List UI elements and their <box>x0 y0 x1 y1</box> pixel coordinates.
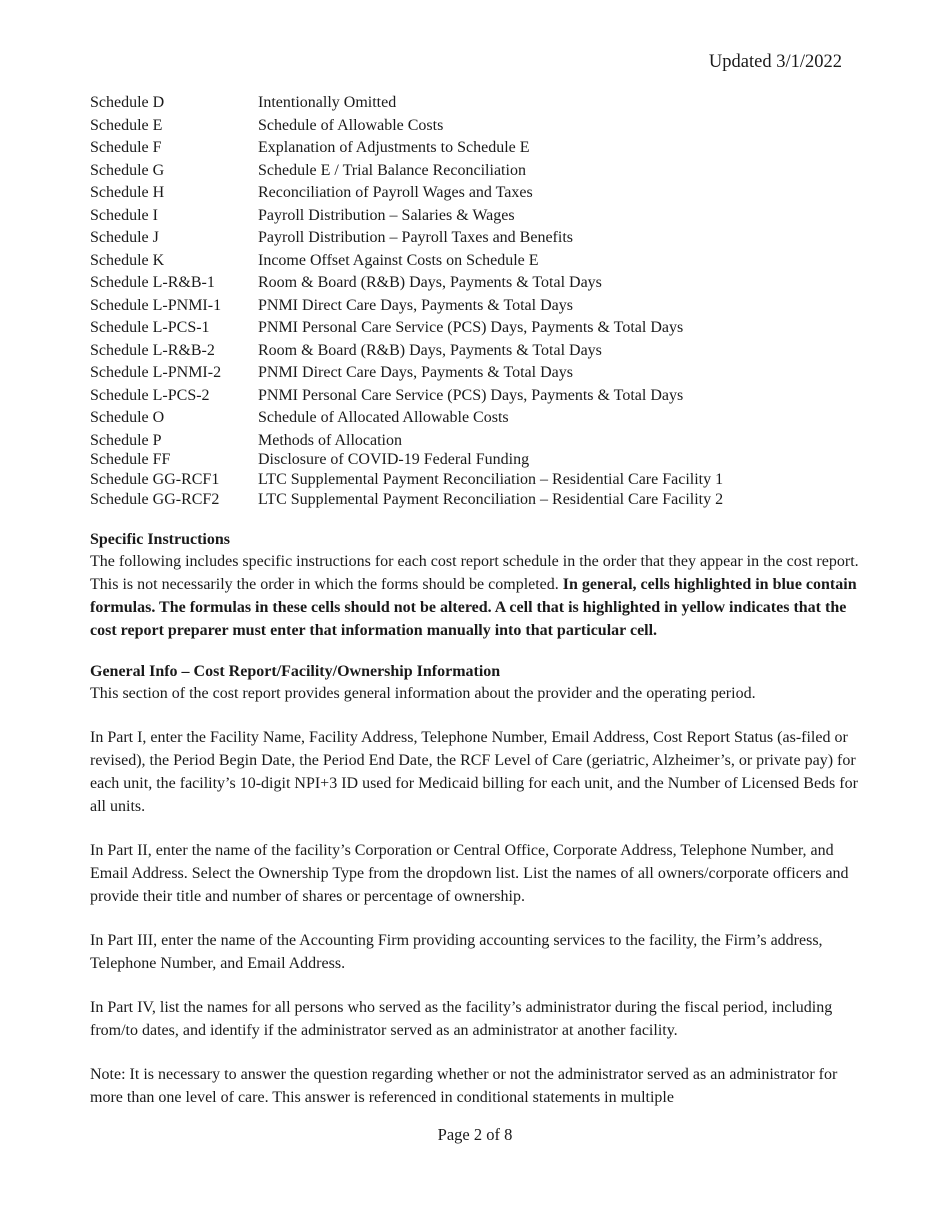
schedule-row <box>90 228 723 251</box>
schedule-row <box>90 161 723 184</box>
schedule-title: PNMI Direct Care Days, Payments & Total Days <box>258 296 573 314</box>
part-3-paragraph: In Part III, enter the name of the Accounting Firm providing accounting services to the facility, the Firm’s address, Telephone Number, and Email Address. <box>90 932 823 972</box>
schedule-row <box>90 408 723 431</box>
schedule-title: Explanation of Adjustments to Schedule E <box>258 139 530 156</box>
schedule-code: Schedule H <box>90 184 165 201</box>
schedule-code: Schedule K <box>90 251 165 269</box>
schedule-row <box>90 450 723 470</box>
schedule-title: Payroll Distribution – Salaries & Wages <box>258 206 515 224</box>
schedule-title: Payroll Distribution – Payroll Taxes and Benefits <box>258 229 573 246</box>
specific-instructions-heading: Specific Instructions <box>90 531 230 548</box>
updated-date: Updated 3/1/2022 <box>708 52 842 72</box>
specific-bold-note: In general, cells highlighted in blue contain formulas. The formulas in these cells should not be altered. A cell that is highlighted in yellow indicates that the cost report preparer must enter that information manually into that particular cell. <box>90 576 857 639</box>
schedule-row <box>90 341 723 364</box>
schedule-row <box>90 363 723 386</box>
general-info-intro: This section of the cost report provides general information about the provider and the operating period. <box>90 685 756 702</box>
schedule-title: Schedule of Allowable Costs <box>258 116 444 134</box>
schedule-code: Schedule L-R&B-2 <box>90 341 215 359</box>
schedule-row <box>90 318 723 341</box>
schedule-code: Schedule L-PCS-2 <box>90 386 210 404</box>
schedule-title: Schedule of Allocated Allowable Costs <box>258 409 509 426</box>
page-number: Page 2 of 8 <box>437 1125 513 1144</box>
schedule-code: Schedule D <box>90 94 165 111</box>
schedule-row <box>90 116 723 139</box>
schedule-code: Schedule E <box>90 116 163 134</box>
schedule-row <box>90 183 723 206</box>
schedule-row <box>90 490 723 510</box>
schedule-title: LTC Supplemental Payment Reconciliation – Residential Care Facility 1 <box>258 471 724 489</box>
schedule-row <box>90 273 723 296</box>
schedule-title: PNMI Personal Care Service (PCS) Days, Payments & Total Days <box>258 319 684 336</box>
schedule-code: Schedule G <box>90 161 165 179</box>
schedule-title: Schedule E / Trial Balance Reconciliation <box>258 161 526 179</box>
schedule-title: Room & Board (R&B) Days, Payments & Total Days <box>258 341 602 359</box>
schedule-title: Disclosure of COVID-19 Federal Funding <box>258 451 530 469</box>
schedule-title: Income Offset Against Costs on Schedule E <box>258 251 539 269</box>
instructions-body <box>90 530 865 1109</box>
schedule-code: Schedule J <box>90 229 159 246</box>
schedule-row <box>90 386 723 409</box>
schedule-code: Schedule GG-RCF1 <box>90 471 220 489</box>
part-1-paragraph: In Part I, enter the Facility Name, Facility Address, Telephone Number, Email Address, Cost Report Status (as-filed or revised), the Period Begin Date, the Period End Date, the RCF Level of Care (geriatric, Alzheimer’s, or private pay) for each unit, the facility’s 10-digit NPI+3 ID used for Medicaid billing for each unit, and the Number of Licensed Beds for all units. <box>90 729 858 815</box>
schedule-code: Schedule FF <box>90 451 171 469</box>
schedule-title: Methods of Allocation <box>258 431 402 449</box>
schedule-title: PNMI Personal Care Service (PCS) Days, Payments & Total Days <box>258 386 684 404</box>
schedule-row <box>90 93 723 116</box>
schedule-title: Reconciliation of Payroll Wages and Taxes <box>258 184 533 201</box>
schedule-row <box>90 138 723 161</box>
schedule-code: Schedule O <box>90 409 165 426</box>
schedule-title: LTC Supplemental Payment Reconciliation – Residential Care Facility 2 <box>258 490 724 508</box>
general-info-heading: General Info – Cost Report/Facility/Ownership Information <box>90 663 501 680</box>
schedule-code: Schedule P <box>90 431 162 449</box>
part-4-paragraph: In Part IV, list the names for all persons who served as the facility’s administrator during the fiscal period, including from/to dates, and identify if the administrator served as an administrator at another facility. <box>90 999 833 1039</box>
specific-intro: The following includes specific instructions for each cost report schedule in the order that they appear in the cost report. This is not necessarily the order in which the forms should be completed. <box>90 553 859 593</box>
specific-instructions-text <box>90 550 865 642</box>
schedule-code: Schedule F <box>90 139 162 156</box>
schedule-code: Schedule L-PCS-1 <box>90 319 210 336</box>
schedule-title: PNMI Direct Care Days, Payments & Total Days <box>258 364 573 381</box>
schedule-code: Schedule I <box>90 206 158 224</box>
schedule-row <box>90 470 723 490</box>
schedule-row <box>90 431 723 451</box>
schedule-code: Schedule L-R&B-1 <box>90 274 215 291</box>
schedule-list <box>90 93 723 510</box>
schedule-title: Intentionally Omitted <box>258 94 397 111</box>
schedule-code: Schedule L-PNMI-1 <box>90 296 222 314</box>
schedule-row <box>90 251 723 274</box>
part-2-paragraph: In Part II, enter the name of the facility’s Corporation or Central Office, Corporate Address, Telephone Number, and Email Address. Select the Ownership Type from the dropdown list. List the names of all owners/corporate officers and provide their title and number of shares or percentage of ownership. <box>90 842 849 905</box>
note-paragraph: Note: It is necessary to answer the question regarding whether or not the administrator served as an administrator for more than one level of care. This answer is referenced in conditional statements in multiple <box>90 1066 838 1106</box>
schedule-code: Schedule L-PNMI-2 <box>90 364 222 381</box>
schedule-title: Room & Board (R&B) Days, Payments & Total Days <box>258 274 602 291</box>
schedule-row <box>90 296 723 319</box>
schedule-code: Schedule GG-RCF2 <box>90 490 220 508</box>
schedule-row <box>90 206 723 229</box>
